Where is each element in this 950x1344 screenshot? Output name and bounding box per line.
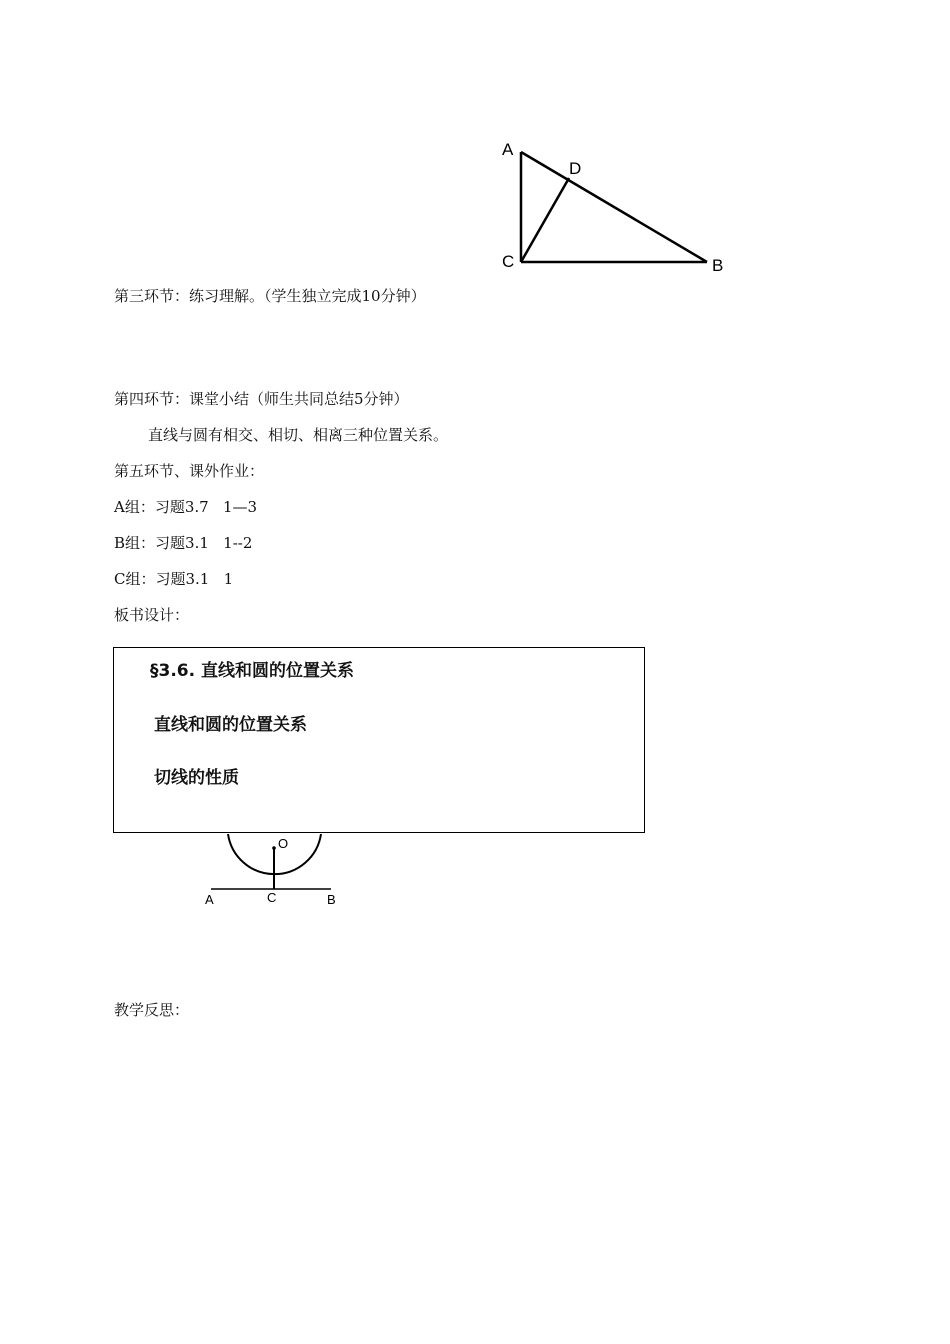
group-a-line: A组：习题3.7 1—3 — [114, 498, 258, 516]
section5-line: 第五环节、课外作业： — [114, 462, 265, 480]
board-title: §3.6. 直线和圆的位置关系 — [150, 661, 354, 681]
group-b-line: B组：习题3.1 1--2 — [114, 534, 253, 552]
label-d: D — [569, 159, 582, 178]
label-o: O — [278, 836, 289, 851]
board-line-1: 直线和圆的位置关系 — [154, 715, 307, 735]
label-circle-a: A — [205, 892, 214, 907]
summary-line: 直线与圆有相交、相切、相离三种位置关系。 — [148, 426, 449, 444]
triangle-figure — [495, 130, 735, 280]
tangent-circle-figure — [195, 834, 355, 914]
segment-cd — [521, 178, 569, 262]
label-circle-b: B — [327, 892, 336, 907]
center-point-o — [272, 846, 276, 850]
board-design-box — [113, 647, 645, 833]
label-circle-c: C — [267, 890, 277, 905]
label-c: C — [502, 252, 515, 271]
reflection-line: 教学反思： — [114, 1001, 190, 1019]
label-a: A — [502, 140, 514, 159]
group-c-line: C组：习题3.1 1 — [114, 570, 234, 588]
board-line-2: 切线的性质 — [154, 768, 239, 788]
board-heading: 板书设计： — [114, 606, 190, 624]
section4-line: 第四环节：课堂小结（师生共同总结5分钟） — [114, 390, 409, 408]
label-b: B — [712, 256, 724, 275]
segment-ab — [521, 152, 707, 262]
section3-line: 第三环节：练习理解。（学生独立完成10分钟） — [114, 287, 426, 305]
